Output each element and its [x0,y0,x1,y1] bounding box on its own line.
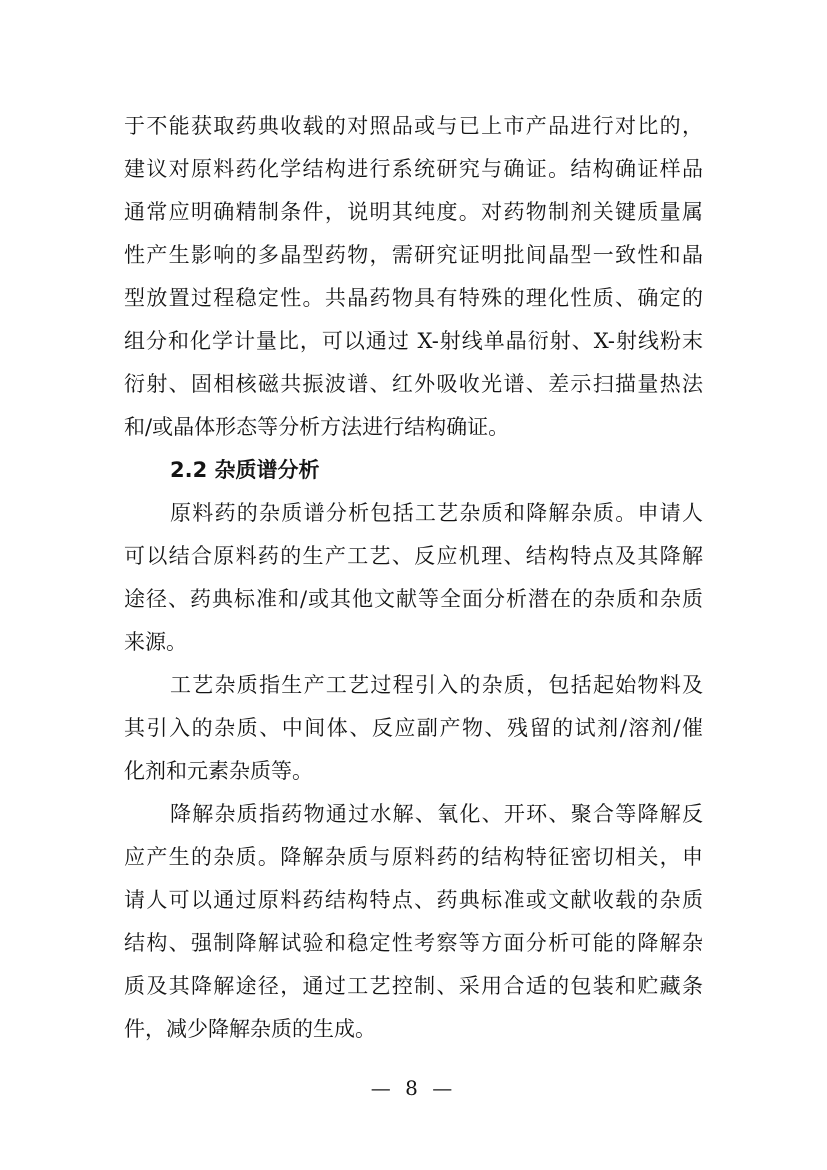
paragraph [124,664,703,793]
text-line: 其引入的杂质、中间体、反应副产物、残留的试剂/溶剂/催 [124,716,703,740]
text-line: 性产生影响的多晶型药物，需研究证明批间晶型一致性和晶 [124,243,703,267]
text-line: 于不能获取药典收载的对照品或与已上市产品进行对比的， [124,114,703,138]
section-heading: 2.2 杂质谱分析 [170,458,320,482]
text-line: 通常应明确精制条件，说明其纯度。对药物制剂关键质量属 [124,200,703,224]
text-line: 工艺杂质指生产工艺过程引入的杂质，包括起始物料及 [170,673,703,697]
document-body [124,105,703,1051]
text-line: 请人可以通过原料药结构特点、药典标准或文献收载的杂质 [124,888,703,912]
text-line: 型放置过程稳定性。共晶药物具有特殊的理化性质、确定的 [124,286,703,310]
text-line: 来源。 [124,630,187,654]
text-line: 降解杂质指药物通过水解、氧化、开环、聚合等降解反 [170,802,703,826]
text-line: 应产生的杂质。降解杂质与原料药的结构特征密切相关，申 [124,845,703,869]
text-line: 途径、药典标准和/或其他文献等全面分析潜在的杂质和杂质 [124,587,703,611]
text-line: 衍射、固相核磁共振波谱、红外吸收光谱、差示扫描量热法 [124,372,703,396]
text-line: 组分和化学计量比，可以通过 X-射线单晶衍射、X-射线粉末 [124,329,703,353]
text-line: 可以结合原料药的生产工艺、反应机理、结构特点及其降解 [124,544,703,568]
text-line: 质及其降解途径，通过工艺控制、采用合适的包装和贮藏条 [124,974,703,998]
page-number: — 8 — [370,1076,457,1100]
text-line: 和/或晶体形态等分析方法进行结构确证。 [124,415,510,439]
text-line: 原料药的杂质谱分析包括工艺杂质和降解杂质。申请人 [170,501,703,525]
paragraph [124,492,703,664]
text-line: 化剂和元素杂质等。 [124,759,313,783]
text-line: 件，减少降解杂质的生成。 [124,1017,376,1041]
text-line: 结构、强制降解试验和稳定性考察等方面分析可能的降解杂 [124,931,703,955]
paragraph [124,105,703,449]
text-line: 建议对原料药化学结构进行系统研究与确证。结构确证样品 [124,157,703,181]
paragraph [124,793,703,1051]
